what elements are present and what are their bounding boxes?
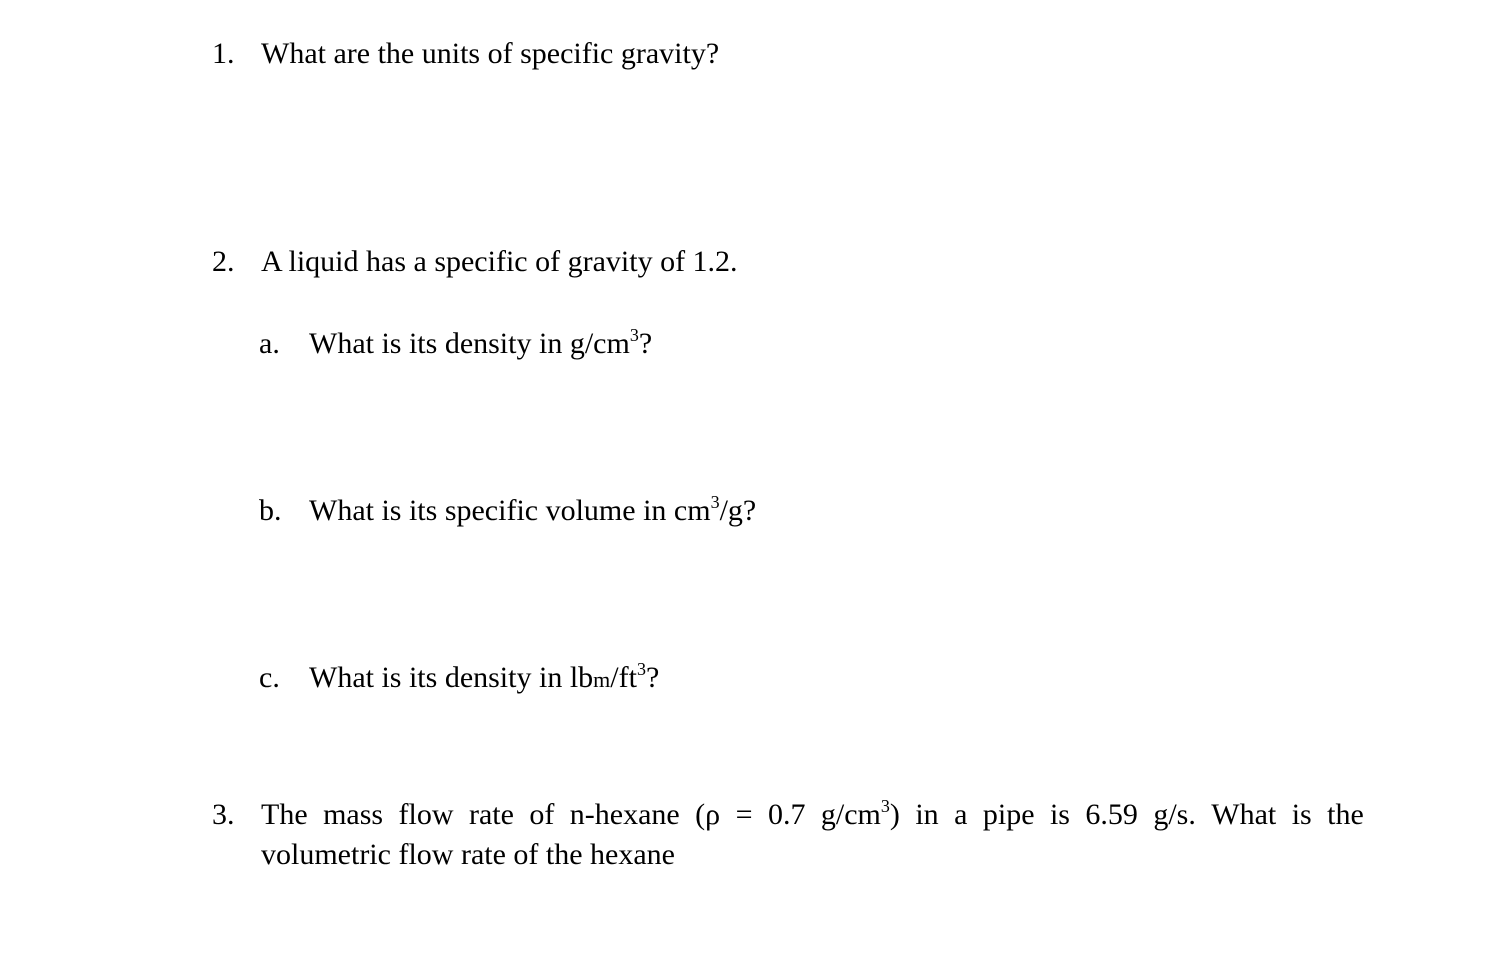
question-2-number: 2. — [212, 245, 235, 278]
q3-word: g/s. — [1153, 798, 1196, 831]
question-2a-text-after: ? — [638, 327, 653, 360]
q3-word: What — [1211, 798, 1277, 831]
question-2b-superscript: 3 — [710, 492, 720, 512]
question-3-line-2: volumetric flow rate of the hexane — [261, 838, 675, 871]
question-2b-text-before: What is its specific volume in cm — [309, 494, 711, 527]
q3-word: 6.59 — [1085, 798, 1138, 831]
q3-word: (ρ — [695, 798, 721, 831]
q3-word: of — [529, 798, 555, 831]
question-2a-text — [309, 324, 652, 364]
q3-word: the — [1327, 798, 1364, 831]
q3-close-paren: ) — [889, 798, 900, 831]
question-2b-text-after: /g? — [719, 494, 757, 527]
question-2c-text-before: What is its density in lb — [309, 661, 594, 694]
q3-density-unit — [821, 795, 900, 835]
q3-word: g/cm — [820, 798, 881, 831]
question-2a-letter: a. — [259, 327, 280, 360]
question-2c-superscript: 3 — [636, 659, 646, 679]
q3-word: a — [954, 798, 968, 831]
question-2b-letter: b. — [259, 494, 282, 527]
q3-word: 0.7 — [767, 798, 806, 831]
question-2a-text-before: What is its density in g/cm — [309, 327, 630, 360]
question-1-text: What are the units of specific gravity? — [261, 37, 720, 70]
question-2c-text — [309, 658, 659, 700]
question-3-number: 3. — [212, 798, 235, 831]
question-1-number: 1. — [212, 37, 235, 70]
question-2c-unit-subscript: m — [593, 667, 611, 692]
q3-word: The — [261, 798, 308, 831]
q3-word: mass — [323, 798, 384, 831]
question-2c-text-mid: /ft — [610, 661, 637, 694]
q3-word: is — [1049, 798, 1070, 831]
question-2c-letter: c. — [259, 661, 280, 694]
q3-superscript: 3 — [880, 796, 890, 816]
q3-word: pipe — [982, 798, 1035, 831]
q3-word: = — [735, 798, 753, 831]
q3-word: rate — [468, 798, 514, 831]
question-2-text: A liquid has a specific of gravity of 1.2. — [261, 245, 738, 278]
q3-word: n-hexane — [569, 798, 680, 831]
question-2a-superscript: 3 — [629, 325, 639, 345]
q3-word: flow — [398, 798, 454, 831]
question-2b-text — [309, 491, 756, 531]
question-3-line-1 — [261, 795, 1364, 835]
question-2c-text-after: ? — [645, 661, 660, 694]
q3-word: is — [1291, 798, 1312, 831]
q3-word: in — [915, 798, 939, 831]
